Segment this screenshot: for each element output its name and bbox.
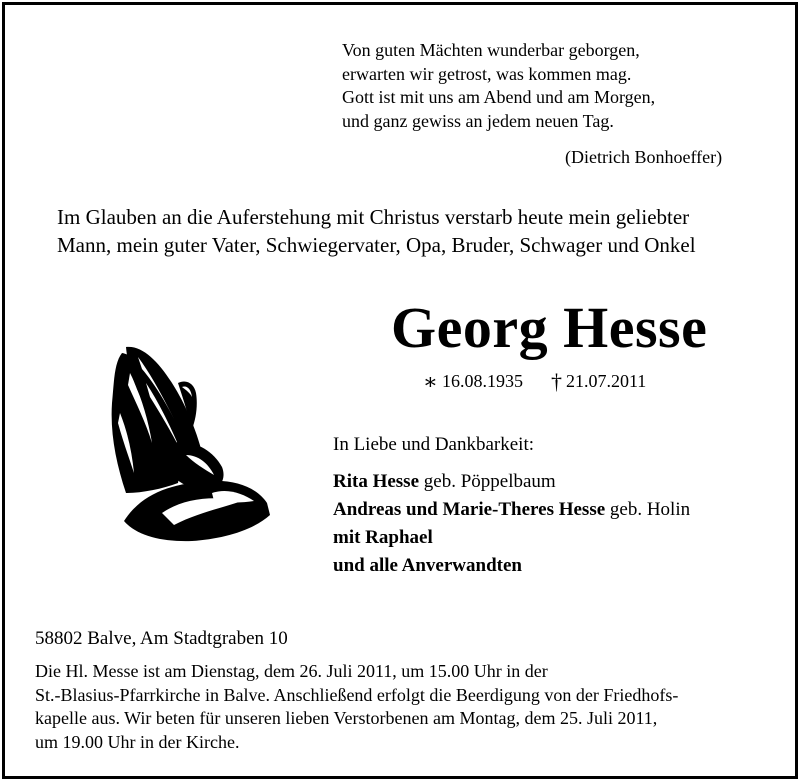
intro-text bbox=[57, 203, 696, 259]
poem-line: Von guten Mächten wunderbar geborgen, bbox=[342, 40, 640, 60]
mourner-row bbox=[333, 552, 690, 580]
mourner-row bbox=[333, 496, 690, 524]
mourner-row bbox=[333, 524, 690, 552]
service-line: Die Hl. Messe ist am Dienstag, dem 26. Juli 2011, um 15.00 Uhr in der bbox=[35, 661, 548, 681]
mourner-suffix: geb. Holin bbox=[605, 499, 691, 520]
deceased-name: Georg Hesse bbox=[391, 295, 708, 360]
mourner-name: und alle Anverwandten bbox=[333, 555, 522, 576]
service-line: St.-Blasius-Pfarrkirche in Balve. Anschließend erfolgt die Beerdigung von der Friedhofs- bbox=[35, 684, 679, 705]
mourner-name: Andreas und Marie-Theres Hesse bbox=[333, 499, 606, 520]
mourner-suffix: geb. Pöppelbaum bbox=[419, 471, 556, 492]
service-line: kapelle aus. Wir beten für unseren lieben Verstorbenen am Montag, dem 25. Juli 2011, bbox=[35, 708, 658, 728]
birth-star-icon: ∗ bbox=[423, 369, 438, 394]
mourner-name: mit Raphael bbox=[333, 527, 433, 548]
poem-line: Gott ist mit uns am Abend und am Morgen, bbox=[342, 87, 656, 107]
poem-author: (Dietrich Bonhoeffer) bbox=[565, 147, 723, 167]
mourner-row bbox=[333, 468, 690, 496]
poem-line: erwarten wir getrost, was kommen mag. bbox=[342, 63, 632, 84]
service-info bbox=[35, 660, 678, 754]
service-line: um 19.00 Uhr in der Kirche. bbox=[35, 731, 240, 752]
life-dates bbox=[423, 369, 646, 395]
address: 58802 Balve, Am Stadtgraben 10 bbox=[35, 628, 288, 649]
poem-line: und ganz gewiss an jedem neuen Tag. bbox=[342, 110, 614, 131]
intro-line: Mann, mein guter Vater, Schwiegervater, Opa, Bruder, Schwager und Onkel bbox=[57, 233, 696, 257]
death-cross-icon: † bbox=[550, 369, 562, 394]
bonhoeffer-poem bbox=[342, 39, 655, 133]
obituary-notice bbox=[2, 2, 798, 779]
death-date: 21.07.2011 bbox=[565, 371, 647, 391]
intro-line: Im Glauben an die Auferstehung mit Christus verstarb heute mein geliebter bbox=[57, 205, 690, 229]
mourners-intro: In Liebe und Dankbarkeit: bbox=[333, 434, 535, 455]
mourner-name: Rita Hesse bbox=[333, 471, 420, 492]
praying-hands-icon bbox=[102, 343, 272, 543]
mourners-list bbox=[333, 468, 690, 580]
birth-date: 16.08.1935 bbox=[441, 371, 523, 391]
